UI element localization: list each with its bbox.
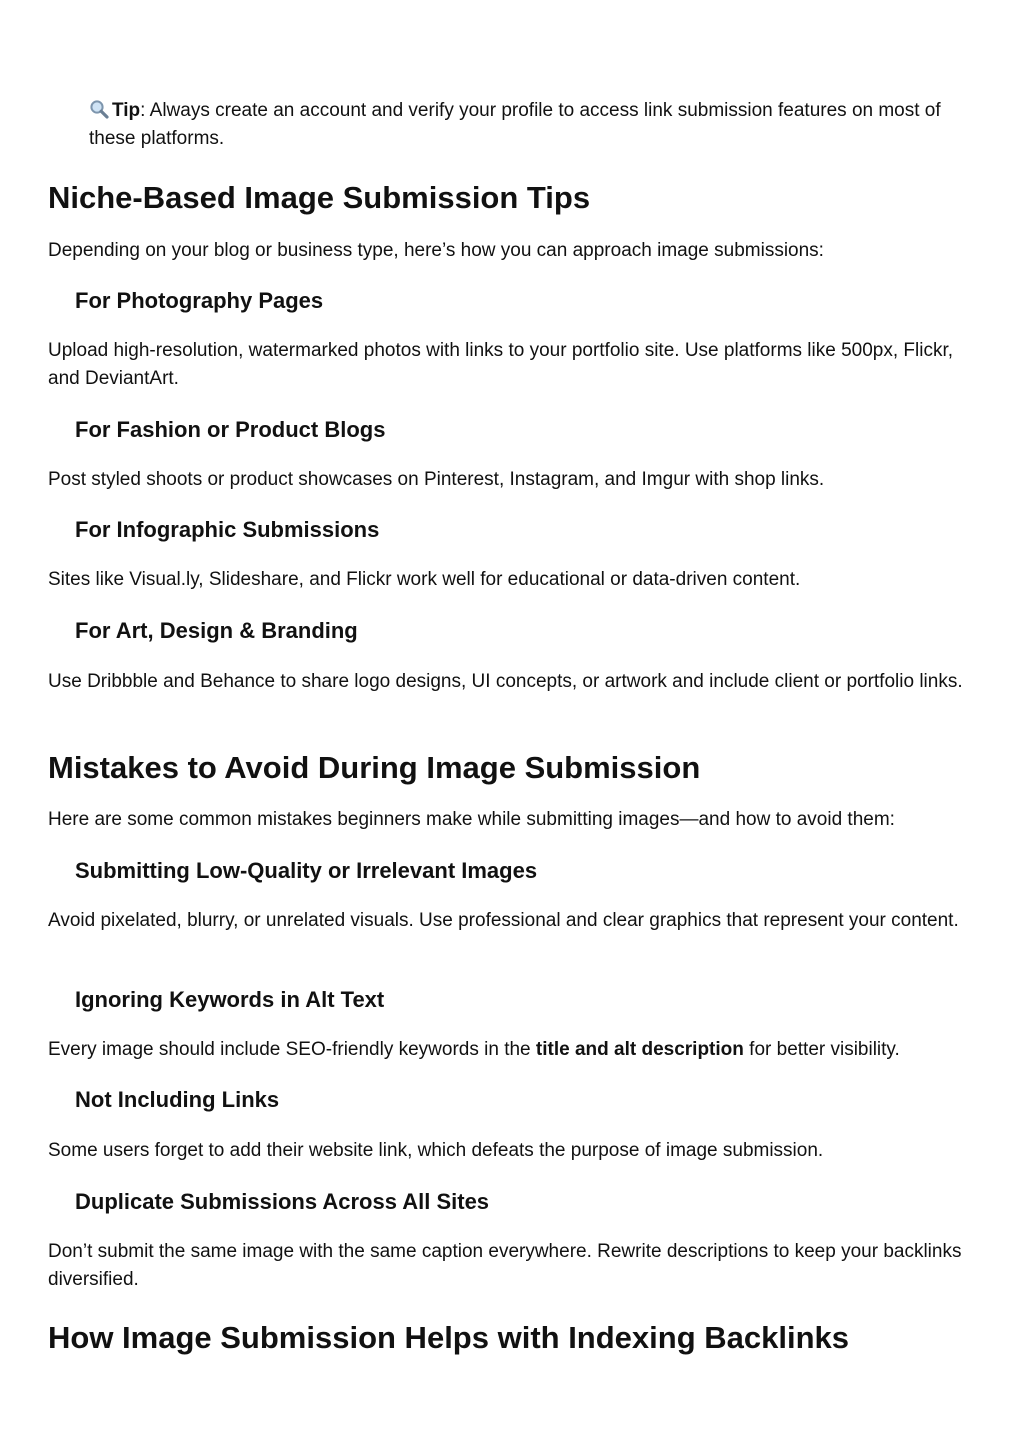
subheading-fashion: For Fashion or Product Blogs xyxy=(75,417,386,442)
tip-label: Tip xyxy=(112,100,141,121)
keywords-text-bold: title and alt description xyxy=(535,1039,744,1060)
paragraph-art: Use Dribbble and Behance to share logo designs, UI concepts, or artwork and include client or portfolio links. xyxy=(48,671,963,692)
subheading-photography: For Photography Pages xyxy=(75,288,324,313)
subheading-duplicate: Duplicate Submissions Across All Sites xyxy=(75,1189,490,1214)
paragraph-niche-intro: Depending on your blog or business type, here’s how you can approach image submissions: xyxy=(48,240,824,261)
magnifying-glass-icon xyxy=(89,99,109,119)
heading-niche: Niche-Based Image Submission Tips xyxy=(48,180,591,215)
paragraph-photography: Upload high-resolution, watermarked photos with links to your portfolio site. Use platforms like 500px, Flickr, and DeviantArt. xyxy=(48,340,954,389)
keywords-text-after: for better visibility. xyxy=(743,1039,900,1060)
heading-indexing: How Image Submission Helps with Indexing Backlinks xyxy=(48,1320,850,1355)
paragraph-infographic: Sites like Visual.ly, Slideshare, and Flickr work well for educational or data-driven content. xyxy=(48,569,801,590)
paragraph-duplicate: Don’t submit the same image with the same caption everywhere. Rewrite descriptions to keep your backlinks diversified. xyxy=(48,1241,962,1290)
subheading-infographic: For Infographic Submissions xyxy=(75,517,380,542)
tip-text: : Always create an account and verify your profile to access link submission features on most of these platforms. xyxy=(89,100,941,149)
subheading-art: For Art, Design & Branding xyxy=(75,618,358,643)
subheading-keywords: Ignoring Keywords in Alt Text xyxy=(75,987,385,1012)
paragraph-fashion: Post styled shoots or product showcases on Pinterest, Instagram, and Imgur with shop links. xyxy=(48,469,825,490)
heading-mistakes: Mistakes to Avoid During Image Submission xyxy=(48,750,701,785)
subheading-links: Not Including Links xyxy=(75,1087,280,1112)
tip-callout xyxy=(89,97,969,153)
paragraph-mistakes-intro: Here are some common mistakes beginners make while submitting images—and how to avoid them: xyxy=(48,809,895,830)
paragraph-links: Some users forget to add their website link, which defeats the purpose of image submission. xyxy=(48,1140,824,1161)
subheading-low-quality: Submitting Low-Quality or Irrelevant Images xyxy=(75,858,538,883)
paragraph-low-quality: Avoid pixelated, blurry, or unrelated visuals. Use professional and clear graphics that represent your content. xyxy=(48,910,959,931)
keywords-text-before: Every image should include SEO-friendly keywords in the xyxy=(48,1039,536,1060)
paragraph-keywords xyxy=(48,1036,978,1064)
